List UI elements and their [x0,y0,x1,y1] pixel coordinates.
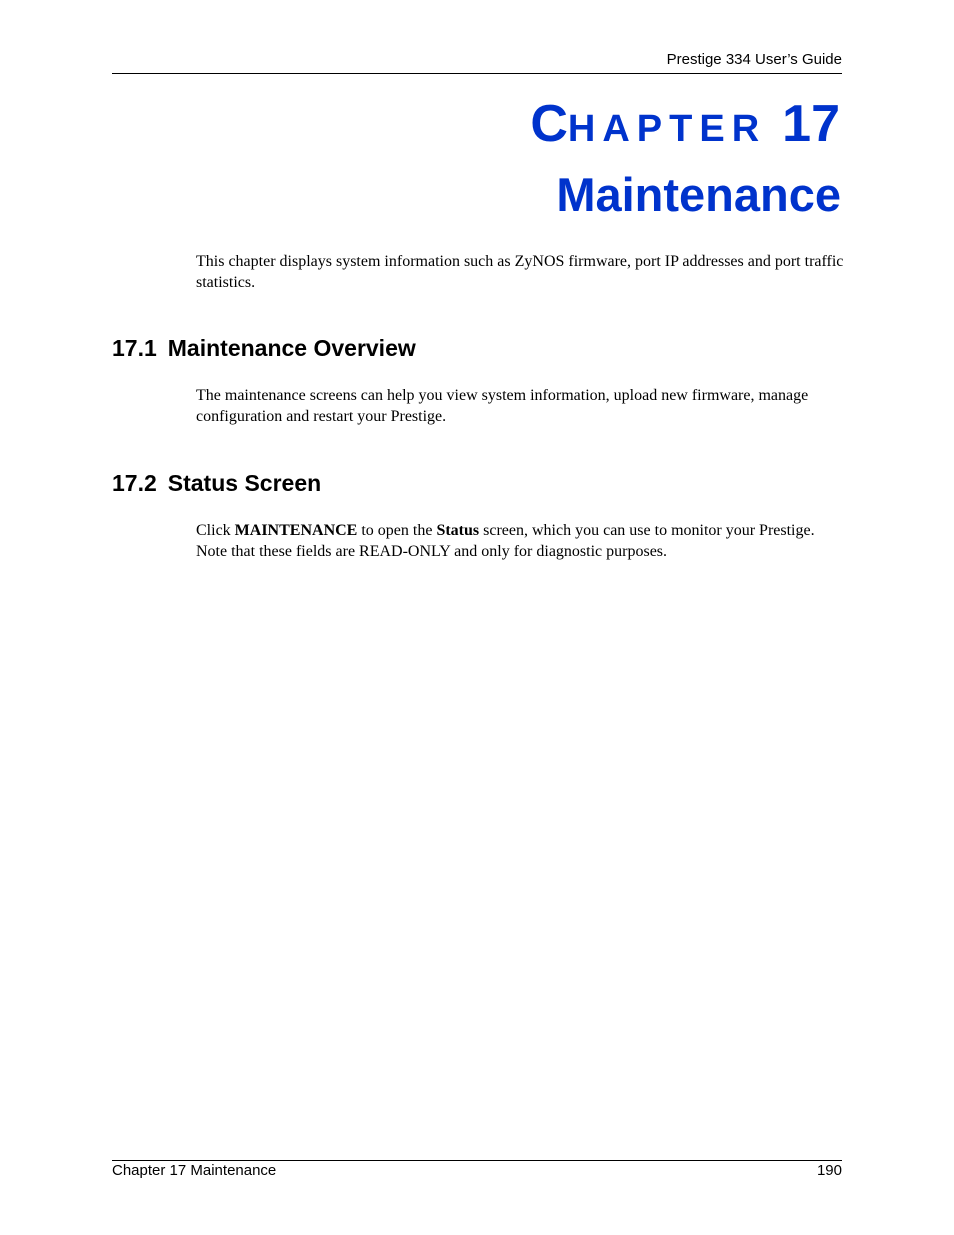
footer-divider [112,1160,842,1161]
paragraph-text: Click [196,522,235,539]
header-divider [112,73,842,74]
footer-chapter-label: Chapter 17 Maintenance [112,1162,277,1179]
chapter-label [530,95,840,153]
status-term: Status [436,522,480,539]
page-number: 190 [816,1162,842,1179]
overview-paragraph: The maintenance screens can help you view system information, upload new firmware, manage configuration and restart your Prestige. [196,387,809,425]
chapter-number: 17 [782,95,840,153]
section-heading-status-screen [112,469,321,497]
chapter-label-initial: C [530,95,568,153]
section-title: Status Screen [167,470,322,496]
chapter-title: Maintenance [556,168,841,221]
running-header: Prestige 334 User’s Guide [666,51,842,68]
intro-paragraph: This chapter displays system information such as ZyNOS firmware, port IP addresses and port traffic statistics. [196,253,844,291]
paragraph-text: to open the [357,522,437,539]
maintenance-term: MAINTENANCE [234,522,358,539]
section-number: 17.2 [112,470,157,496]
paragraph-text: screen, which you can use to monitor your Prestige. Note that these fields are READ-ONLY and only for diagnostic purposes. [196,522,815,560]
status-screen-paragraph [196,520,846,562]
chapter-label-rest: HAPTER [567,108,767,150]
section-title: Maintenance Overview [167,335,416,361]
section-number: 17.1 [112,335,157,361]
section-heading-overview [112,334,416,362]
